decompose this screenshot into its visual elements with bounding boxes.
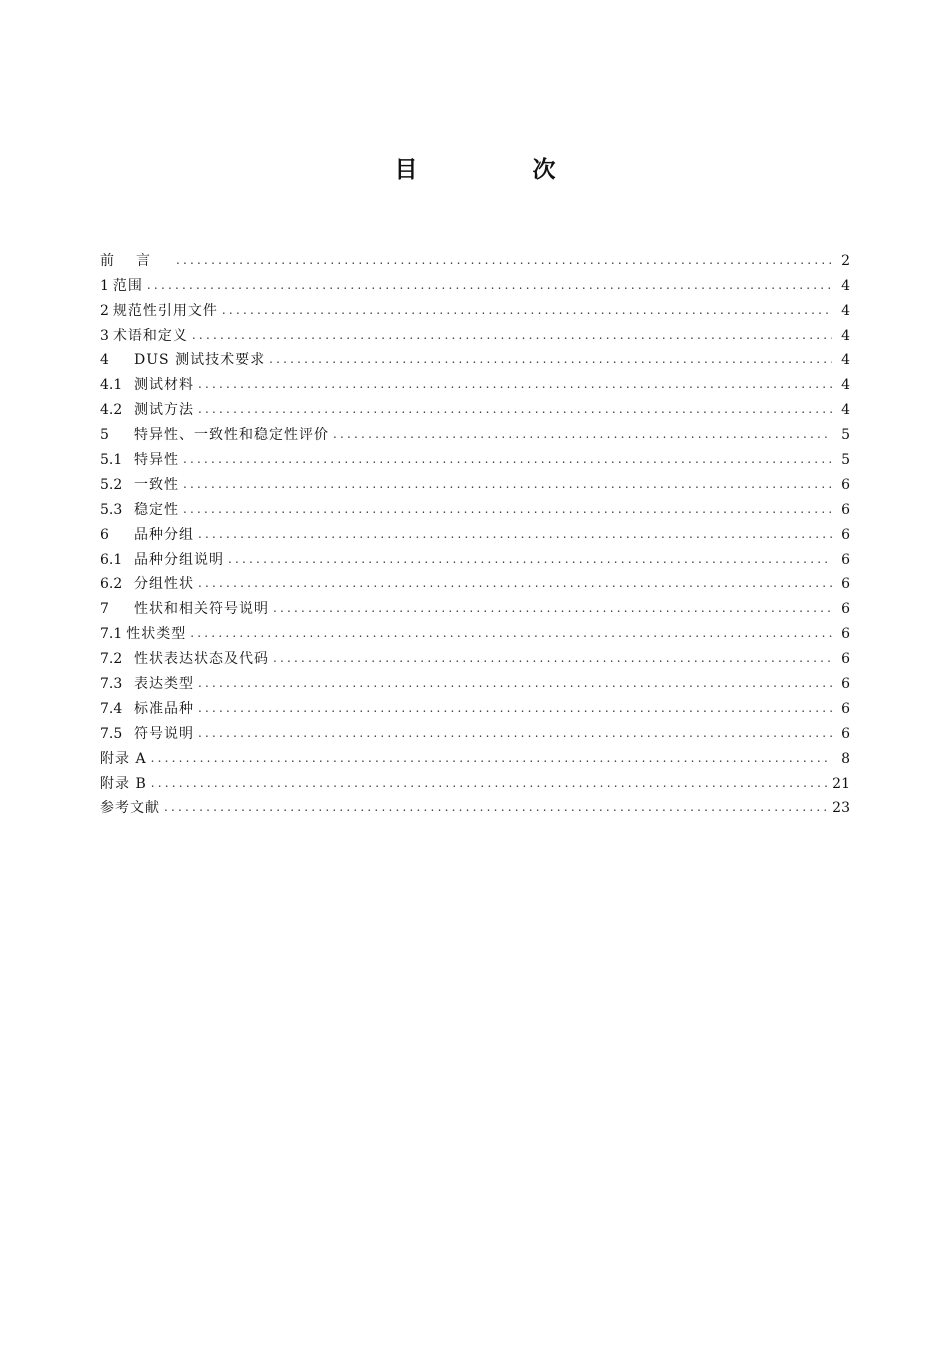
toc-entry-number: 4.1 [100, 377, 123, 394]
toc-entry-number: 5.2 [100, 476, 123, 493]
toc-entry-label: 特异性 [134, 452, 179, 469]
toc-entry[interactable] [100, 395, 850, 420]
toc-entry-label: 性状表达状态及代码 [134, 651, 269, 668]
toc-entry-page-number: 6 [841, 700, 850, 717]
toc-dot-leader [198, 723, 832, 743]
toc-entry-number: 6.1 [100, 551, 123, 568]
toc-entry-page-number: 5 [841, 452, 850, 469]
toc-entry-page-number: 21 [832, 775, 850, 792]
toc-entry[interactable] [100, 296, 850, 321]
toc-entry[interactable] [100, 246, 850, 271]
toc-entry-number: 6 [100, 526, 109, 543]
toc-entry-number: 2 [100, 302, 109, 319]
toc-dot-leader [222, 300, 832, 320]
toc-entry-number: 7.4 [100, 700, 123, 717]
toc-dot-leader [151, 773, 828, 793]
toc-entry-label: 品种分组说明 [134, 551, 224, 568]
toc-entry-page-number: 6 [841, 501, 850, 518]
toc-entry[interactable] [100, 594, 850, 619]
toc-entry[interactable] [100, 644, 850, 669]
toc-entry-page-number: 6 [841, 676, 850, 693]
toc-entry-label: 规范性引用文件 [112, 302, 218, 319]
toc-dot-leader [183, 449, 832, 469]
toc-entry-page-number: 2 [841, 252, 850, 269]
toc-dot-leader [198, 673, 832, 693]
toc-entry-page-number: 4 [841, 352, 850, 369]
toc-entry-label: 附录 B [100, 775, 147, 792]
toc-entry-label: 参考文献 [100, 800, 160, 817]
toc-entry[interactable] [100, 694, 850, 719]
toc-dot-leader [147, 275, 832, 295]
toc-entry[interactable] [100, 719, 850, 744]
toc-dot-leader [164, 797, 828, 817]
toc-dot-leader [198, 698, 832, 718]
toc-entry-number: 5.3 [100, 501, 123, 518]
toc-entry[interactable] [100, 744, 850, 769]
toc-entry[interactable] [100, 570, 850, 595]
toc-dot-leader [198, 573, 832, 593]
toc-dot-leader [192, 325, 832, 345]
toc-entry-number: 5 [100, 427, 109, 444]
toc-entry-number: 7.3 [100, 676, 123, 693]
toc-entry-label: 性状类型 [126, 626, 187, 643]
toc-dot-leader [228, 549, 832, 569]
toc-dot-leader [333, 424, 832, 444]
toc-dot-leader [269, 349, 832, 369]
toc-entry-page-number: 4 [841, 277, 850, 294]
toc-entry-number: 4 [100, 352, 109, 369]
toc-entry-label: 测试方法 [134, 402, 194, 419]
toc-entry-page-number: 8 [841, 750, 850, 767]
toc-entry[interactable] [100, 420, 850, 445]
toc-entry-page-number: 4 [841, 302, 850, 319]
table-of-contents [100, 246, 850, 818]
toc-entry[interactable] [100, 370, 850, 395]
toc-entry-page-number: 23 [832, 800, 850, 817]
toc-entry-page-number: 4 [841, 377, 850, 394]
toc-entry-label: 术语和定义 [112, 327, 188, 344]
toc-entry[interactable] [100, 495, 850, 520]
toc-dot-leader [198, 524, 832, 544]
toc-entry[interactable] [100, 445, 850, 470]
toc-entry-page-number: 4 [841, 327, 850, 344]
toc-entry[interactable] [100, 470, 850, 495]
toc-entry-page-number: 6 [841, 576, 850, 593]
toc-entry-number: 1 [100, 277, 109, 294]
page-title: 目 次 [394, 157, 602, 183]
toc-entry-page-number: 6 [841, 651, 850, 668]
toc-entry-label: 品种分组 [134, 526, 194, 543]
toc-entry-number: 6.2 [100, 576, 123, 593]
toc-entry-number: 3 [100, 327, 109, 344]
toc-entry-label: 范围 [112, 277, 143, 294]
toc-entry-label: 特异性、一致性和稳定性评价 [134, 427, 329, 444]
toc-entry[interactable] [100, 271, 850, 296]
toc-entry[interactable] [100, 769, 850, 794]
toc-dot-leader [273, 598, 832, 618]
toc-dot-leader [183, 474, 832, 494]
toc-entry-number: 7 [100, 601, 109, 618]
toc-entry-page-number: 6 [841, 601, 850, 618]
toc-entry-page-number: 6 [841, 725, 850, 742]
toc-dot-leader [198, 374, 832, 394]
toc-entry-label: 前言 [100, 252, 172, 269]
toc-entry-number: 7.1 [100, 626, 123, 643]
toc-entry-page-number: 6 [841, 626, 850, 643]
toc-dot-leader [190, 623, 832, 643]
toc-entry[interactable] [100, 619, 850, 644]
toc-entry-number: 7.5 [100, 725, 123, 742]
toc-entry-label: 符号说明 [134, 725, 194, 742]
toc-entry-number: 7.2 [100, 651, 123, 668]
toc-entry[interactable] [100, 520, 850, 545]
toc-entry-label: 标准品种 [134, 700, 194, 717]
toc-entry-number: 5.1 [100, 452, 123, 469]
toc-entry-page-number: 6 [841, 551, 850, 568]
toc-entry[interactable] [100, 669, 850, 694]
toc-entry-label: 稳定性 [134, 501, 179, 518]
toc-entry-label: 一致性 [134, 476, 179, 493]
toc-dot-leader [183, 499, 832, 519]
toc-entry-label: 性状和相关符号说明 [134, 601, 269, 618]
toc-entry[interactable] [100, 321, 850, 346]
toc-dot-leader [198, 399, 832, 419]
toc-entry[interactable] [100, 545, 850, 570]
toc-entry-page-number: 6 [841, 476, 850, 493]
toc-dot-leader [176, 250, 832, 270]
toc-dot-leader [151, 748, 832, 768]
toc-entry-label: 表达类型 [134, 676, 194, 693]
toc-entry-page-number: 6 [841, 526, 850, 543]
toc-entry-label: DUS 测试技术要求 [134, 352, 266, 369]
toc-entry-page-number: 5 [841, 427, 850, 444]
toc-entry-page-number: 4 [841, 402, 850, 419]
toc-entry-label: 测试材料 [134, 377, 194, 394]
toc-entry-number: 4.2 [100, 402, 123, 419]
toc-dot-leader [273, 648, 832, 668]
toc-entry[interactable] [100, 794, 850, 819]
toc-entry[interactable] [100, 346, 850, 371]
toc-entry-label: 分组性状 [134, 576, 194, 593]
toc-entry-label: 附录 A [100, 750, 147, 767]
